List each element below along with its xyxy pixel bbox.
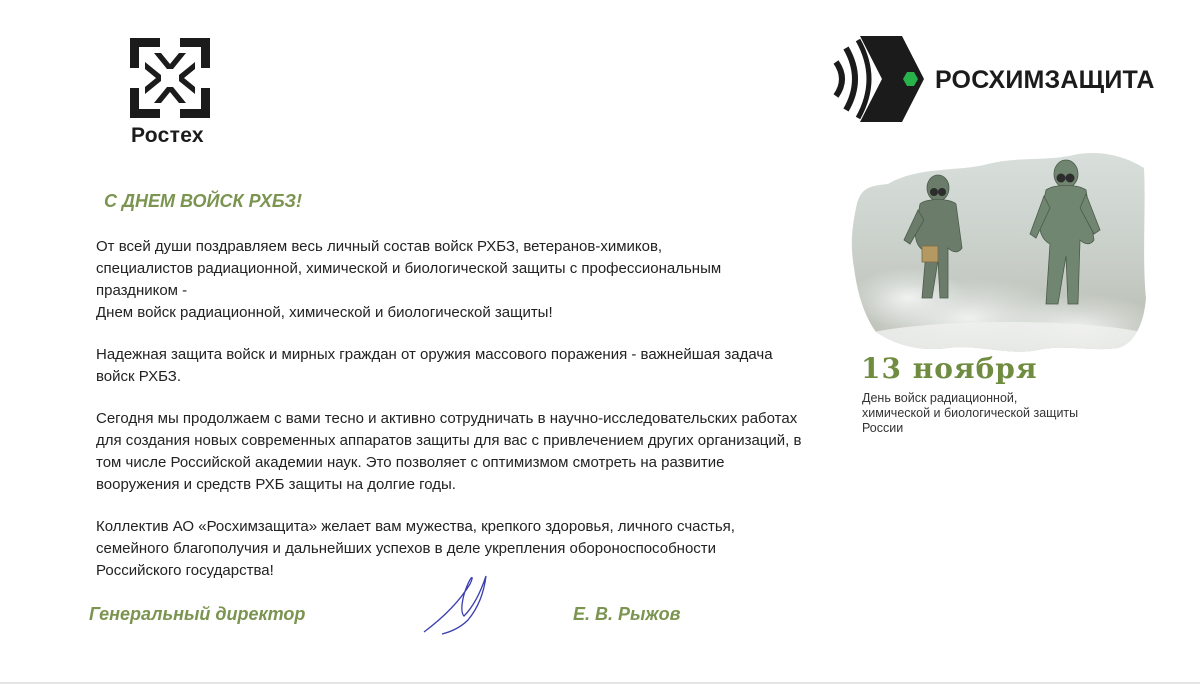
roskhimzashchita-logo-text: РОСХИМЗАЩИТА: [935, 66, 1155, 94]
paragraph-1-line-1: От всей души поздравляем весь личный состав войск РХБЗ, ветеранов-химиков,: [96, 238, 663, 255]
paragraph-1-line-4: Днем войск радиационной, химической и биологической защиты!: [96, 304, 553, 321]
paragraph-4: Коллектив АО «Росхимзащита» желает вам мужества, крепкого здоровья, личного счастья, семейного благополучия и дальнейших успехов в деле укрепления обороноспособности Российского государства!: [96, 518, 735, 579]
handwritten-signature: [420, 568, 500, 638]
roskhimzashchita-logo-mark: [832, 36, 924, 122]
event-caption: День войск радиационной, химической и биологической защиты России: [862, 391, 1079, 435]
paragraph-2: Надежная защита войск и мирных граждан от оружия массового поражения - важнейшая задача войск РХБЗ.: [96, 346, 773, 385]
rkhbz-soldiers-photo: [848, 148, 1148, 356]
greeting-title: С ДНЕМ ВОЙСК РХБЗ!: [104, 191, 302, 211]
paragraph-1-line-2: специалистов радиационной, химической и биологической защиты с профессиональным: [96, 260, 722, 277]
rostec-logo-mark: [130, 38, 210, 118]
greeting-body: [96, 236, 826, 602]
event-date: 13 ноября: [861, 352, 1038, 385]
paragraph-3: Сегодня мы продолжаем с вами тесно и активно сотрудничать в научно-исследовательских работах для создания новых современных аппаратов защиты для вас с привлечением других организаций, в том числе Российской академии наук. Это позволяет с оптимизмом смотреть на развитие вооружения и средств РХБ защиты на долгие годы.: [96, 410, 802, 493]
signatory-position: Генеральный директор: [89, 604, 306, 624]
paragraph-1-line-3: праздником -: [96, 282, 188, 299]
signatory-name: Е. В. Рыжов: [573, 604, 681, 624]
rostec-logo-text: Ростех: [131, 124, 204, 147]
